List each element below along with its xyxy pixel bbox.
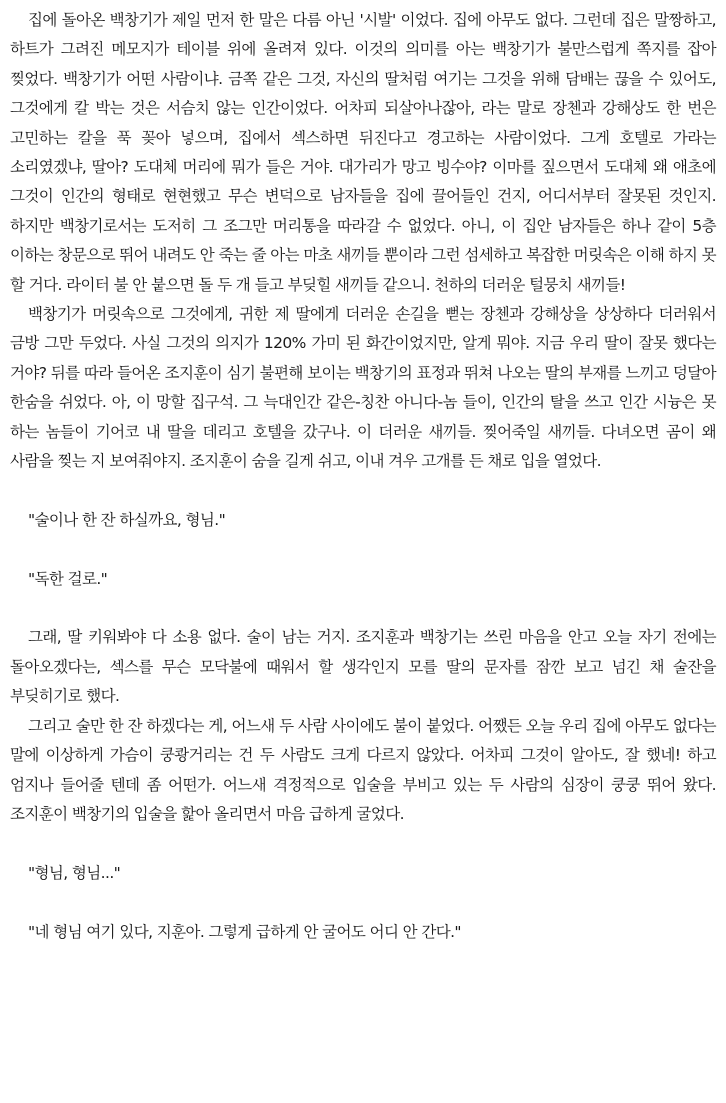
document-body (10, 6, 716, 947)
paragraph-spacer (10, 888, 716, 917)
paragraph: 집에 돌아온 백창기가 제일 먼저 한 말은 다름 아닌 '시발' 이었다. 집에 아무도 없다. 그런데 집은 말짱하고, 하트가 그려진 메모지가 테이블 위에 올려져 있다. 이것의 의미를 아는 백창기가 불만스럽게 쪽지를 잡아 찢었다. 백창기가 어떤 사람이냐. 금쪽 같은 그것, 자신의 딸처럼 여기는 그것을 위해 담배는 끊을 수 있어도, 그것에게 칼 박는 것은 서슴치 않는 인간이었다. 어차피 되살아나잖아, 라는 말로 장첸과 강해상도 한 번은 고민하는 칼을 푹 꽂아 넣으며, 집에서 섹스하면 뒤진다고 경고하는 사람이었다. 그게 호텔로 가라는 소리였겠냐, 딸아? 도대체 머리에 뭐가 들은 거야. 대가리가 망고 빙수야? 이마를 짚으면서 도대체 왜 애초에 그것이 인간의 형태로 현현했고 무슨 변덕으로 남자들을 집에 끌어들인 건지, 어디서부터 잘못된 것인지. 하지만 백창기로서는 도저히 그 조그만 머리통을 따라갈 수 없었다. 아니, 이 집안 남자들은 하나 같이 5층 이하는 창문으로 뛰어 내려도 안 죽는 줄 아는 마초 새끼들 뿐이라 그런 섬세하고 복잡한 머릿속은 이해 하지 못 할 거다. 라이터 불 안 붙으면 돌 두 개 들고 부딪힐 새끼들 같으니. 천하의 더러운 털뭉치 새끼들! (10, 11, 716, 294)
paragraph-spacer (10, 535, 716, 564)
paragraph-spacer (10, 477, 716, 506)
dialogue-line: "네 형님 여기 있다, 지훈아. 그렇게 급하게 안 굴어도 어디 안 간다." (28, 922, 461, 941)
dialogue-line: "형님, 형님..." (28, 863, 121, 882)
dialogue-line: "술이나 한 잔 하실까요, 형님." (28, 510, 226, 529)
paragraph: 그래, 딸 키워봐야 다 소용 없다. 술이 남는 거지. 조지훈과 백창기는 쓰린 마음을 안고 오늘 자기 전에는 돌아오겠다는, 섹스를 무슨 모닥불에 때워서 할 생각인지 모를 딸의 문자를 잠깐 보고 넘긴 채 술잔을 부딪히기로 했다. (10, 628, 716, 706)
dialogue-line: "독한 걸로." (28, 569, 108, 588)
paragraph-spacer (10, 594, 716, 623)
paragraph-spacer (10, 829, 716, 858)
paragraph: 그리고 술만 한 잔 하겠다는 게, 어느새 두 사람 사이에도 불이 붙었다. 어쨌든 오늘 우리 집에 아무도 없다는 말에 이상하게 가슴이 쿵쾅거리는 건 두 사람도 크게 다르지 않았다. 어차피 그것이 알아도, 잘 했네! 하고 엄지나 들어줄 텐데 좀 어떤가. 어느새 격정적으로 입술을 부비고 있는 두 사람의 심장이 쿵쿵 뛰어 왔다. 조지훈이 백창기의 입술을 핥아 올리면서 마음 급하게 굴었다. (10, 716, 716, 823)
paragraph: 백창기가 머릿속으로 그것에게, 귀한 제 딸에게 더러운 손길을 뻗는 장첸과 강해상을 상상하다 더러워서 금방 그만 두었다. 사실 그것의 의지가 120% 가미 된 화간이었지만, 알게 뭐야. 지금 우리 딸이 잘못 했다는 거야? 뒤를 따라 들어온 조지훈이 심기 불편해 보이는 백창기의 표정과 뛰쳐 나오는 딸의 부재를 느끼고 덩달아 한숨을 쉬었다. 아, 이 망할 집구석. 그 늑대인간 같은-칭찬 아니다-놈 들이, 인간의 탈을 쓰고 인간 시늉은 못 하는 놈들이 기어코 내 딸을 데리고 호텔을 갔구나. 이 더러운 새끼들. 찢어죽일 새끼들. 다녀오면 곰이 왜 사람을 찢는 지 보여줘야지. 조지훈이 숨을 길게 쉬고, 이내 겨우 고개를 든 채로 입을 열었다. (10, 305, 716, 471)
